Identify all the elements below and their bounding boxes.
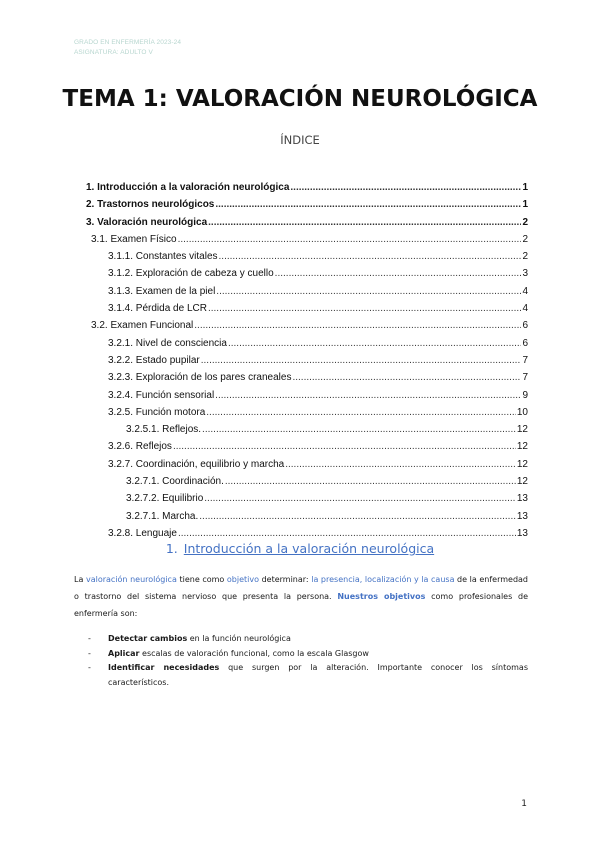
document-header (74, 38, 181, 58)
toc-entry[interactable]: 3.2.8. Lenguaje ..... 13 (86, 528, 528, 545)
toc-entry[interactable]: 3.2.5. Función motora ..... 10 (86, 407, 528, 424)
toc-entry[interactable]: 2. Trastornos neurológicos ..... 1 (86, 199, 528, 216)
toc-entry[interactable]: 3.1.4. Pérdida de LCR ..... 4 (86, 303, 528, 320)
toc-entry[interactable]: 3.2.7.2. Equilibrio ..... 13 (86, 493, 528, 510)
toc-entry[interactable]: 3.2.3. Exploración de los pares craneales ..... 7 (86, 372, 528, 389)
header-subject: ASIGNATURA: ADULTO V (74, 49, 153, 56)
intro-paragraph: La valoración neurológica tiene como objetivo determinar: la presencia, localización y la causa de la enfermedad o trastorno del sistema nervioso que presenta la persona. Nuestros objetivos como profesionales de enfermería son: (74, 575, 529, 618)
toc-entry[interactable]: 3. Valoración neurológica ..... 2 (86, 217, 528, 234)
section-number: 1. (165, 541, 178, 556)
list-item: - Detectar cambios en la función neurológica (88, 632, 528, 647)
toc-entry[interactable]: 3.1.1. Constantes vitales ..... 2 (86, 251, 528, 268)
toc-entry[interactable]: 3.1.3. Examen de la piel ..... 4 (86, 286, 528, 303)
index-heading: ÍNDICE (280, 133, 320, 147)
list-item: - Aplicar escalas de valoración funcional, como la escala Glasgow (88, 647, 528, 662)
toc-entry[interactable]: 3.2.1. Nivel de consciencia ..... 6 (86, 338, 528, 355)
toc-entry[interactable]: 3.2. Examen Funcional ..... 6 (86, 320, 528, 337)
objectives-list (88, 632, 528, 690)
toc-entry[interactable]: 3.1. Examen Físico ..... 2 (86, 234, 528, 251)
page-number: 1 (521, 799, 527, 809)
toc-entry[interactable]: 3.2.4. Función sensorial ..... 9 (86, 390, 528, 407)
list-item: - Identificar necesidades que surgen por la alteración. Importante conocer los síntomas característicos. (88, 661, 528, 690)
table-of-contents (86, 182, 528, 545)
toc-entry[interactable]: 3.2.7. Coordinación, equilibrio y marcha ..... 12 (86, 459, 528, 476)
toc-entry[interactable]: 3.2.5.1. Reflejos. ..... 12 (86, 424, 528, 441)
section-heading (0, 541, 600, 556)
toc-entry[interactable]: 3.1.2. Exploración de cabeza y cuello ..... 3 (86, 268, 528, 285)
toc-entry[interactable]: 3.2.7.1. Marcha. ..... 13 (86, 511, 528, 528)
toc-entry[interactable]: 3.2.2. Estado pupilar ..... 7 (86, 355, 528, 372)
toc-entry[interactable]: 1. Introducción a la valoración neurológica ..... 1 (86, 182, 528, 199)
header-degree: GRADO EN ENFERMERÍA 2023-24 (74, 39, 182, 46)
page-title: TEMA 1: VALORACIÓN NEUROLÓGICA (62, 86, 538, 112)
section-title: Introducción a la valoración neurológica (183, 541, 435, 556)
toc-entry[interactable]: 3.2.6. Reflejos ..... 12 (86, 441, 528, 458)
toc-entry[interactable]: 3.2.7.1. Coordinación. ..... 12 (86, 476, 528, 493)
